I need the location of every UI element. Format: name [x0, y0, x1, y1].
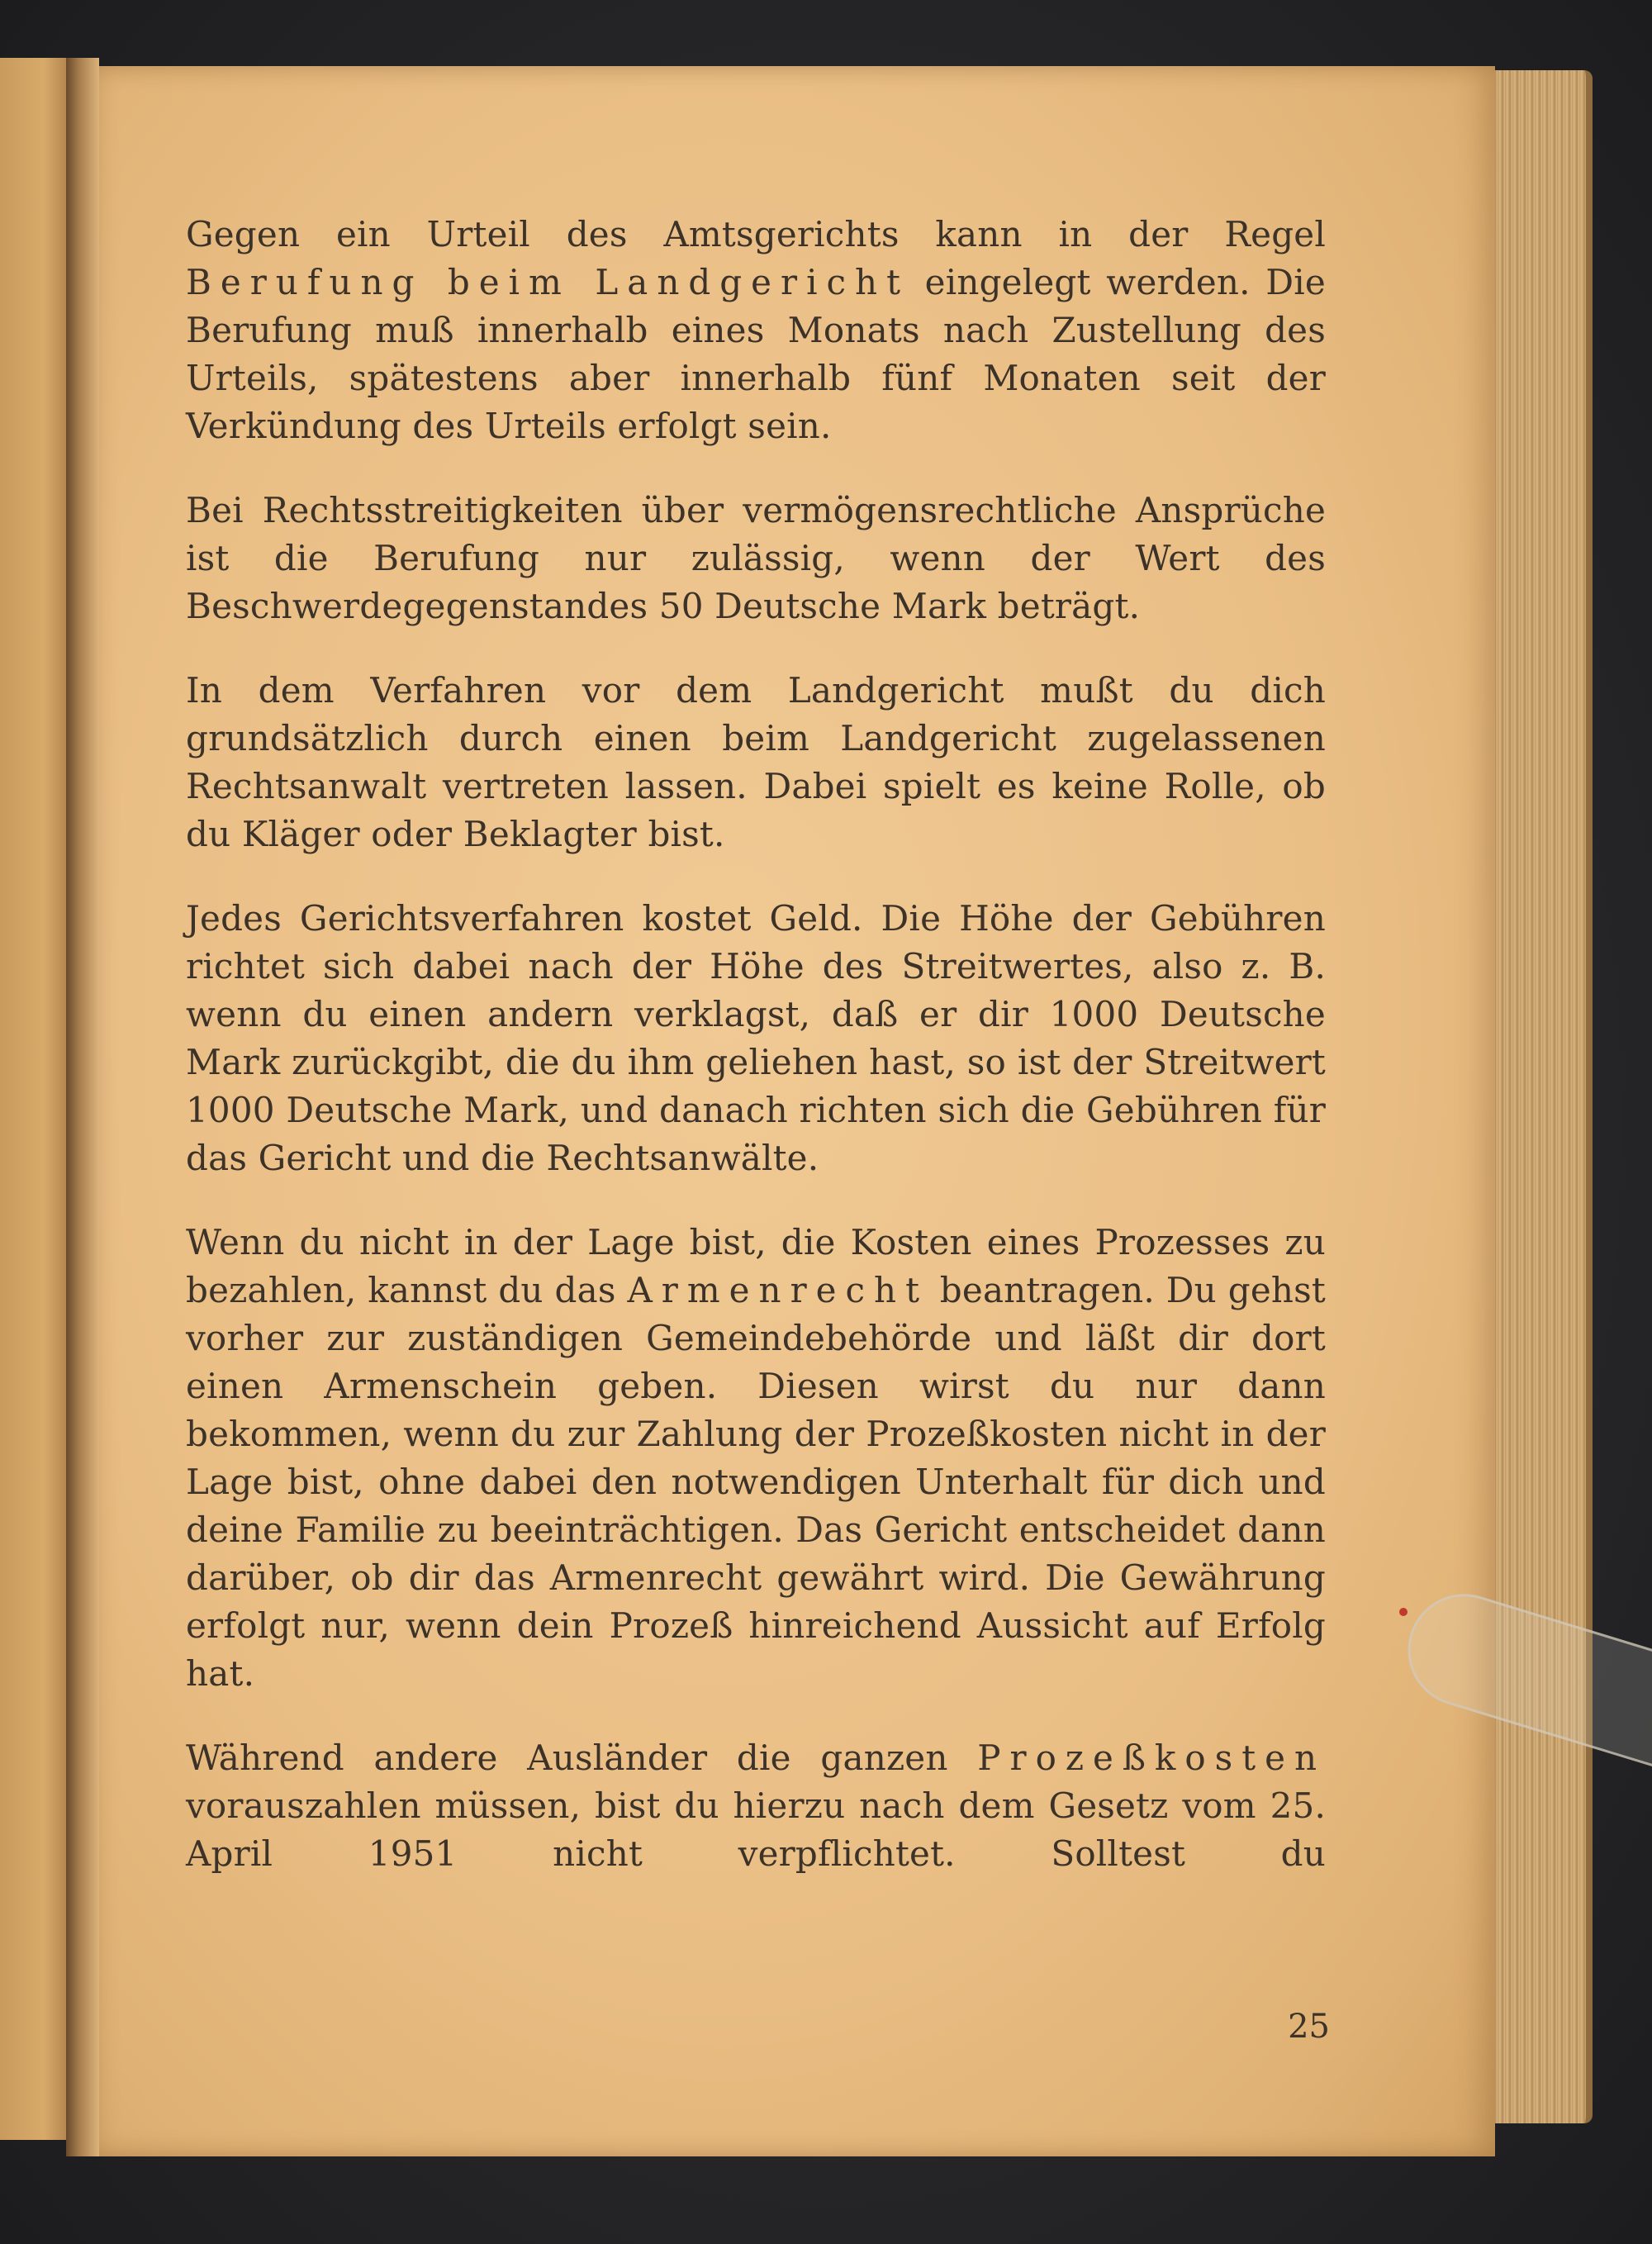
paragraph-6	[186, 1734, 1326, 1878]
paragraph-5	[186, 1219, 1326, 1698]
paragraph-text: vorauszahlen müssen, bist du hierzu nach dem Gesetz vom 25. April 1951 nicht verpflichtet. Solltest du	[186, 1785, 1326, 1874]
emphasized-term: Prozeßkosten	[977, 1738, 1326, 1778]
paragraph-text: Bei Rechtsstreitigkeiten über vermögensrechtliche Ansprüche ist die Berufung nur zulässig, wenn der Wert des Beschwerdegegenstandes 50 Deutsche Mark beträgt.	[186, 490, 1326, 626]
paragraph-text: Während andere Ausländer die ganzen	[186, 1738, 978, 1778]
red-dot-marker	[1399, 1608, 1408, 1616]
emphasized-term: Armenrecht	[627, 1270, 928, 1310]
paragraph-text: beantragen. Du gehst vorher zur zuständigen Gemeindebehörde und läßt dir dort einen Armenschein geben. Diesen wirst du nur dann bekommen, wenn du zur Zahlung der Prozeßkosten nicht in der Lage bist, ohne dabei den notwendigen Unterhalt für dich und deine Familie zu beeinträchtigen. Das Gericht entscheidet dann darüber, ob dir das Armenrecht gewährt wird. Die Gewährung erfolgt nur, wenn dein Prozeß hinreichend Aussicht auf Erfolg hat.	[186, 1270, 1326, 1694]
paragraph-text: Wenn du nicht in der Lage bist, die Kosten eines Prozesses zu bezahlen, kannst du das	[186, 1222, 1326, 1310]
page-number: 25	[1288, 2008, 1330, 2046]
paragraph-4	[186, 895, 1326, 1182]
page-block-edge	[1483, 70, 1593, 2123]
paragraph-3	[186, 667, 1326, 858]
book-gutter	[66, 58, 99, 2156]
paragraph-1	[186, 211, 1326, 450]
emphasized-term: Berufung beim Landgericht	[186, 262, 909, 302]
paragraph-text: In dem Verfahren vor dem Landgericht mußt du dich grundsätzlich durch einen beim Landgericht zugelassenen Rechtsanwalt vertreten lassen. Dabei spielt es keine Rolle, ob du Kläger oder Beklagter bist.	[186, 670, 1326, 854]
paragraph-text: eingelegt werden. Die Berufung muß innerhalb eines Monats nach Zustellung des Urteils, spätestens aber innerhalb fünf Monaten seit der Verkündung des Urteils erfolgt sein.	[186, 262, 1326, 446]
paragraph-text: Jedes Gerichtsverfahren kostet Geld. Die Höhe der Gebühren richtet sich dabei nach der Höhe des Streitwertes, also z. B. wenn du einen andern verklagst, daß er dir 1000 Deutsche Mark zurückgibt, die du ihm geliehen hast, so ist der Streitwert 1000 Deutsche Mark, und danach richten sich die Gebühren für das Gericht und die Rechtsanwälte.	[186, 898, 1326, 1178]
paragraph-2	[186, 487, 1326, 630]
paragraph-text: Gegen ein Urteil des Amtsgerichts kann in der Regel	[186, 214, 1326, 254]
page-body-text	[186, 211, 1326, 1914]
